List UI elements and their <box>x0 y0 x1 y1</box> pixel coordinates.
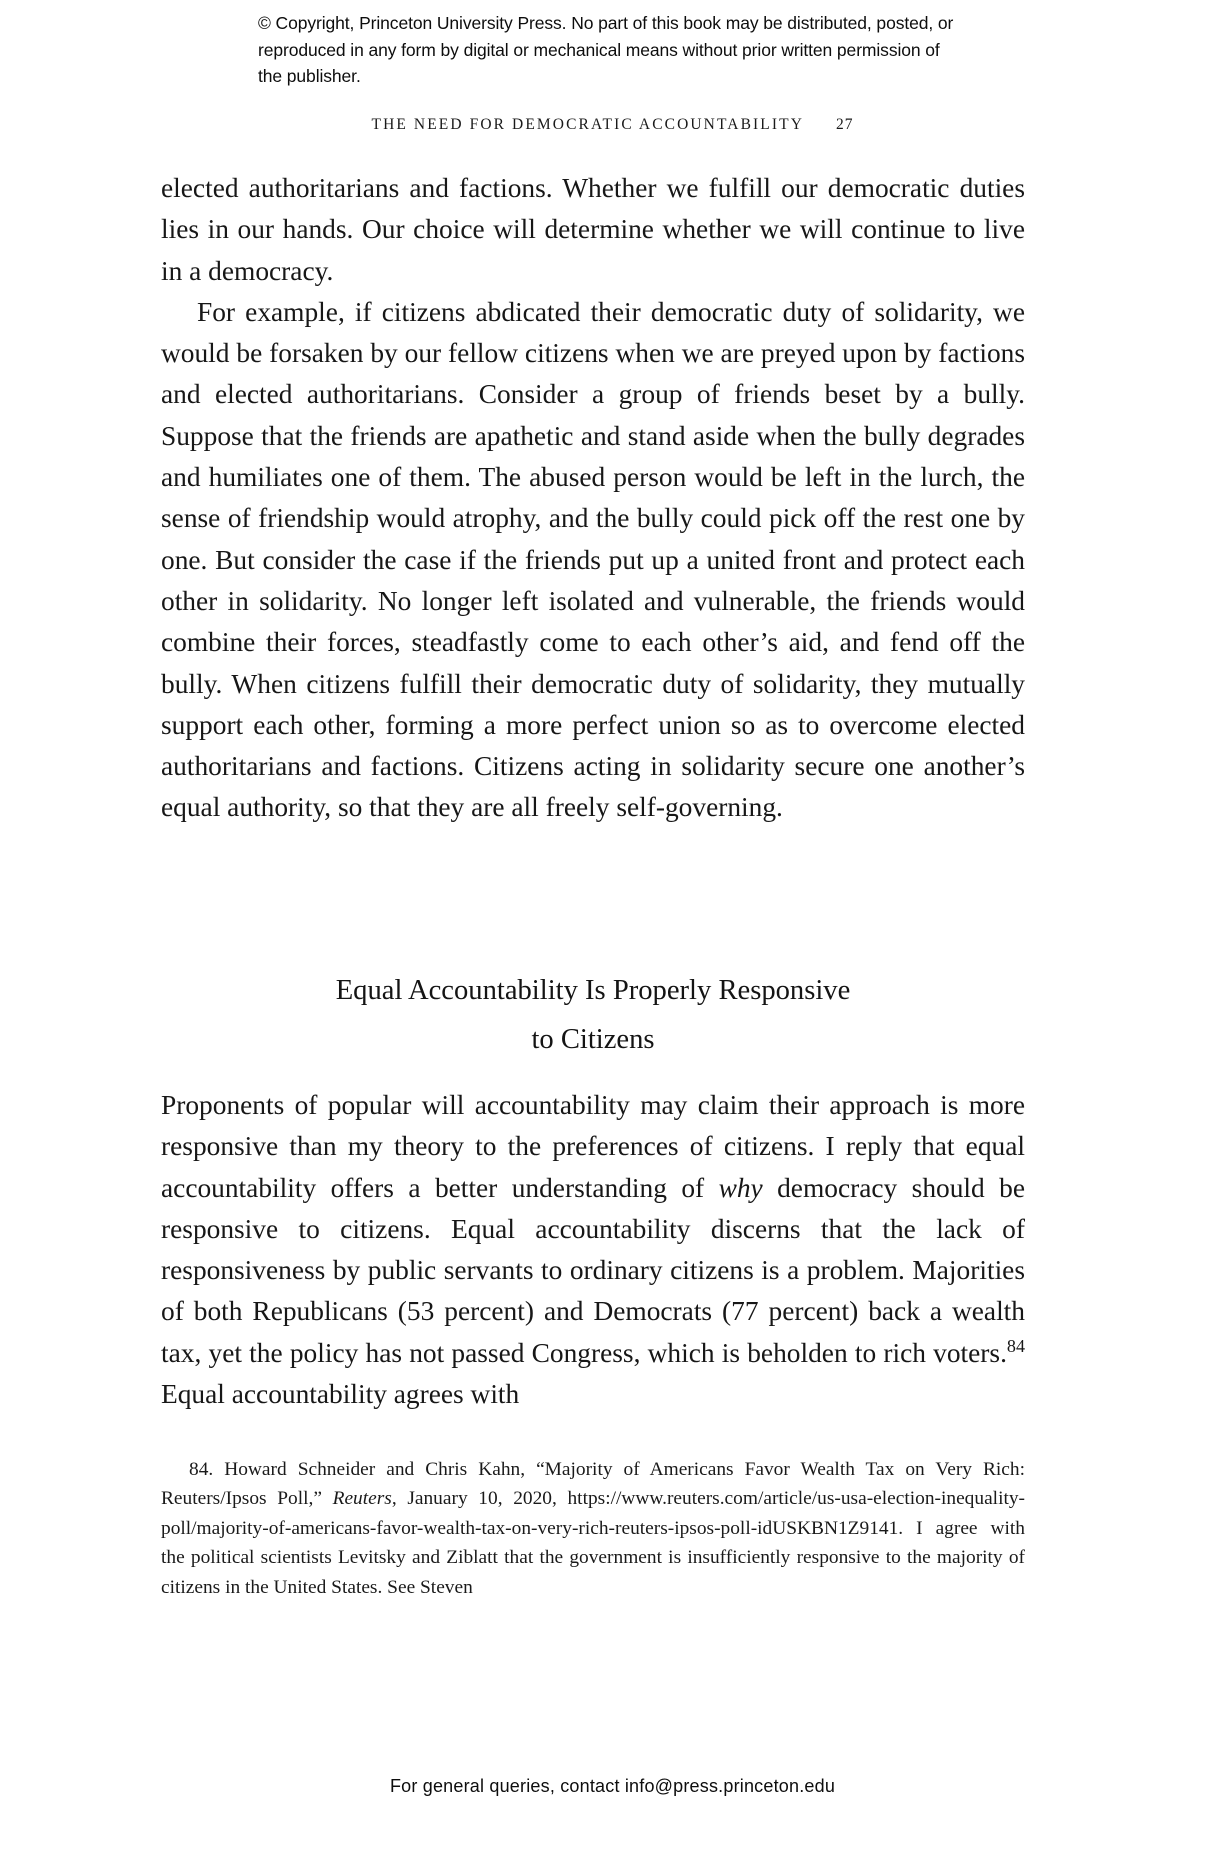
footnote-84 <box>161 1455 1025 1602</box>
footnote-text <box>161 1455 1025 1602</box>
section-heading <box>161 966 1025 1064</box>
section-heading-line-2: to Citizens <box>531 1024 655 1055</box>
paragraph-continuation: elected authoritarians and factions. Whether we fulfill our democratic duties lies in our hands. Our choice will determine whether we will continue to live in a democracy. <box>161 173 1025 286</box>
paragraph-responsiveness <box>161 1085 1025 1415</box>
paragraph-responsiveness-part-1: Proponents of popular will accountability may claim their approach is more responsive than my theory to the preferences of citizens. I reply that equal accountability offers a better understanding of <box>161 1090 1025 1203</box>
body-text-block-lower <box>161 1085 1025 1415</box>
paragraph-responsiveness-part-2: democracy should be responsive to citizens. Equal accountability discerns that the lack of responsiveness by public servants to ordinary citizens is a problem. Majorities of both Republicans (53 percent) and Democrats (77 percent) back a wealth tax, yet the policy has not passed Congress, which is beholden to rich voters. <box>161 1172 1025 1368</box>
emphasis-why: why <box>718 1172 763 1203</box>
copyright-notice: © Copyright, Princeton University Press. No part of this book may be distributed, posted, or reproduced in any form by digital or mechanical means without prior written permission of the publisher. <box>258 13 954 87</box>
running-head <box>0 116 1225 134</box>
footnote-part-1: 84. Howard Schneider and Chris Kahn, “Majority of Americans Favor Wealth Tax on Very Rich: Reuters/Ipsos Poll,” <box>161 1459 1025 1510</box>
page-number: 27 <box>835 116 854 133</box>
running-head-title: THE NEED FOR DEMOCRATIC ACCOUNTABILITY <box>371 116 804 133</box>
footnote-part-2: , January 10, 2020, https://www.reuters.com/article/us-usa-election-inequality-poll/majority-of-americans-favor-wealth-tax-on-very-rich-reuters-ipsos-poll-idUSKBN1Z9141. I agree with the political scientists Levitsky and Ziblatt that the government is insufficiently responsive to the majority of citizens in the United States. See Steven <box>161 1488 1025 1598</box>
footnote-reference-84: 84 <box>1006 1335 1025 1356</box>
general-queries-footer: For general queries, contact info@press.princeton.edu <box>389 1776 836 1796</box>
footnote-source-italic: Reuters <box>332 1488 392 1510</box>
body-text-block-upper <box>161 168 1025 829</box>
paragraph-responsiveness-part-3: Equal accountability agrees with <box>161 1379 520 1410</box>
section-heading-line-1: Equal Accountability Is Properly Responsive <box>335 975 851 1006</box>
paragraph-example-solidarity: For example, if citizens abdicated their democratic duty of solidarity, we would be forsaken by our fellow citizens when we are preyed upon by factions and elected authoritarians. Consider a group of friends beset by a bully. Suppose that the friends are apathetic and stand aside when the bully degrades and humiliates one of them. The abused person would be left in the lurch, the sense of friendship would atrophy, and the bully could pick off the rest one by one. But consider the case if the friends put up a united front and protect each other in solidarity. No longer left isolated and vulnerable, the friends would combine their forces, steadfastly come to each other’s aid, and fend off the bully. When citizens fulfill their democratic duty of solidarity, they mutually support each other, forming a more perfect union so as to overcome elected authoritarians and factions. Citizens acting in solidarity secure one another’s equal authority, so that they are all freely self-governing. <box>161 296 1025 823</box>
